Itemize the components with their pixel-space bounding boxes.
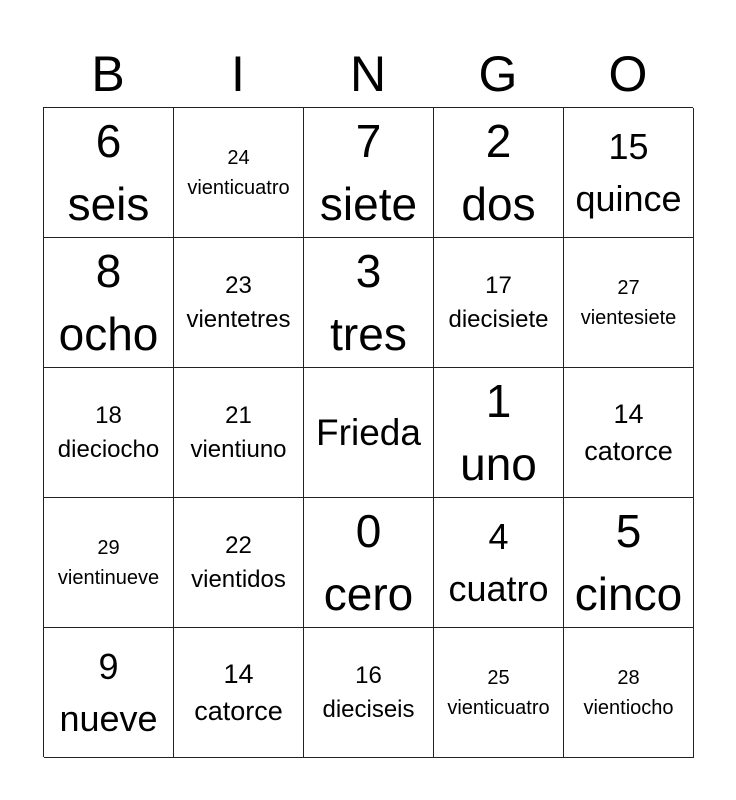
cell-number: 28	[617, 666, 640, 689]
bingo-cell[interactable]	[564, 498, 694, 628]
cell-word: vientidos	[191, 565, 286, 593]
cell-word: dieciocho	[57, 435, 160, 463]
bingo-cell[interactable]	[44, 628, 174, 758]
bingo-cell[interactable]	[564, 108, 694, 238]
bingo-cell[interactable]	[434, 628, 564, 758]
bingo-cell[interactable]	[434, 498, 564, 628]
cell-word: siete	[319, 177, 418, 230]
cell-word: quince	[575, 177, 682, 219]
header-letter-n: N	[349, 46, 387, 102]
cell-word: vientinueve	[57, 566, 160, 589]
bingo-cell[interactable]	[304, 238, 434, 368]
free-space-cell[interactable]	[304, 368, 434, 498]
bingo-cell[interactable]	[434, 108, 564, 238]
bingo-cell[interactable]	[564, 628, 694, 758]
cell-number: 17	[485, 271, 512, 299]
cell-number: 24	[227, 146, 250, 169]
cell-number: 1	[485, 374, 512, 427]
bingo-cell[interactable]	[44, 238, 174, 368]
cell-number: 22	[225, 531, 252, 559]
cell-word: cuatro	[448, 567, 549, 609]
header-letter-b: B	[91, 46, 125, 102]
cell-number: 5	[615, 504, 642, 557]
bingo-cell[interactable]	[564, 368, 694, 498]
cell-number: 27	[617, 276, 640, 299]
cell-word: uno	[460, 437, 537, 490]
header-letter-g: G	[478, 46, 518, 102]
bingo-cell[interactable]	[564, 238, 694, 368]
bingo-cell[interactable]	[174, 368, 304, 498]
cell-word: vientiocho	[583, 696, 674, 719]
cell-number: 4	[488, 515, 509, 557]
bingo-cell[interactable]	[44, 368, 174, 498]
cell-number: 29	[97, 536, 120, 559]
cell-number: 14	[613, 398, 644, 429]
bingo-header	[43, 42, 693, 106]
bingo-cell[interactable]	[434, 368, 564, 498]
bingo-cell[interactable]	[44, 498, 174, 628]
cell-number: 21	[225, 401, 252, 429]
bingo-cell[interactable]	[174, 108, 304, 238]
cell-number: 25	[487, 666, 510, 689]
cell-number: 3	[355, 244, 382, 297]
cell-word: cinco	[574, 567, 683, 620]
bingo-cell[interactable]	[304, 498, 434, 628]
cell-word: seis	[67, 177, 150, 230]
cell-number: 23	[225, 271, 252, 299]
cell-word: ocho	[58, 307, 159, 360]
cell-word: vientesiete	[580, 306, 677, 329]
cell-number: 0	[355, 504, 382, 557]
bingo-cell[interactable]	[174, 498, 304, 628]
cell-word: tres	[330, 307, 407, 360]
cell-number: 6	[95, 114, 122, 167]
header-letter-i: I	[231, 46, 245, 102]
bingo-cell[interactable]	[304, 628, 434, 758]
bingo-cell[interactable]	[44, 108, 174, 238]
cell-word: nueve	[59, 697, 158, 739]
cell-word: vientiuno	[190, 435, 287, 463]
cell-number: 16	[355, 661, 382, 689]
cell-word: vienticuatro	[447, 696, 550, 719]
cell-number: 7	[355, 114, 382, 167]
free-space-label: Frieda	[316, 411, 421, 453]
cell-number: 9	[98, 645, 119, 687]
cell-word: diecisiete	[448, 305, 549, 333]
cell-number: 14	[223, 658, 254, 689]
cell-number: 2	[485, 114, 512, 167]
cell-word: catorce	[584, 435, 673, 466]
cell-word: dieciseis	[322, 695, 415, 723]
cell-number: 15	[608, 125, 649, 167]
cell-word: dos	[461, 177, 536, 230]
bingo-cell[interactable]	[434, 238, 564, 368]
header-letter-o: O	[608, 46, 648, 102]
cell-word: vienticuatro	[187, 176, 290, 199]
bingo-cell[interactable]	[174, 238, 304, 368]
cell-number: 8	[95, 244, 122, 297]
bingo-cell[interactable]	[174, 628, 304, 758]
cell-word: vientetres	[186, 305, 291, 333]
bingo-board	[43, 107, 693, 757]
cell-word: catorce	[194, 695, 283, 726]
bingo-cell[interactable]	[304, 108, 434, 238]
cell-word: cero	[323, 567, 414, 620]
cell-number: 18	[95, 401, 122, 429]
